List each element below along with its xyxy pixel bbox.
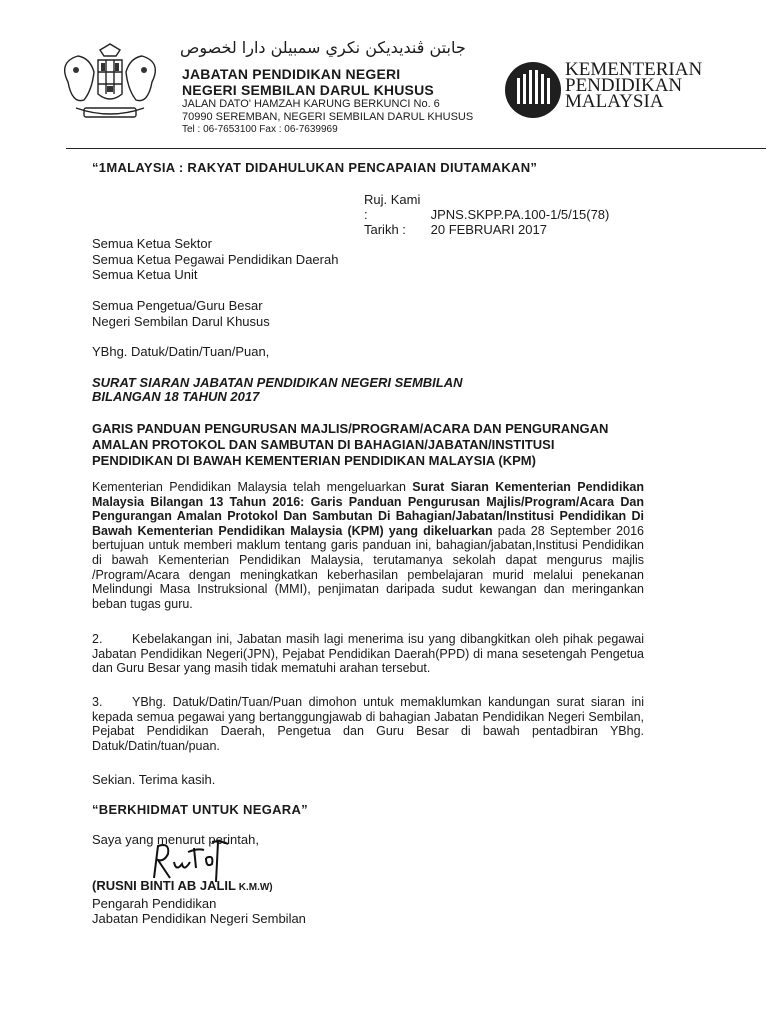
recipient-line: Semua Ketua Unit	[92, 267, 198, 282]
paragraph-1-lead: Kementerian Pendidikan Malaysia telah mengeluarkan	[92, 480, 413, 494]
recipient-line: Semua Pengetua/Guru Besar	[92, 298, 263, 313]
paragraph-1	[92, 480, 644, 611]
contact-line: Tel : 06-7653100 Fax : 06-7639969	[182, 124, 338, 135]
recipient-line: Semua Ketua Sektor	[92, 236, 212, 251]
subject-line2: AMALAN PROTOKOL DAN SAMBUTAN DI BAHAGIAN/JABATAN/INSTITUSI	[92, 437, 555, 452]
recipients-group2	[92, 298, 270, 329]
subject-line3: PENDIDIKAN DI BAWAH KEMENTERIAN PENDIDIKAN MALAYSIA (KPM)	[92, 453, 536, 468]
recipient-line: Negeri Sembilan Darul Khusus	[92, 313, 270, 329]
salutation: YBhg. Datuk/Datin/Tuan/Puan,	[92, 344, 270, 359]
yours-faithfully: Saya yang menurut perintah,	[92, 832, 259, 847]
circular-title	[92, 376, 463, 404]
reference-block	[364, 192, 609, 237]
kpm-line3: MALAYSIA	[565, 91, 664, 112]
subject-heading	[92, 421, 608, 469]
paragraph-3-text: YBhg. Datuk/Datin/Tuan/Puan dimohon untuk memaklumkan kandungan surat siaran ini kepada semua pegawai yang bertanggungjawab di bahagian Jabatan Pendidikan Negeri Sembilan, Pejabat Pendidikan Daerah, Pengetua dan Guru Besar di bawah pentadbiran YBhg. Datuk/Datin/tuan/puan.	[92, 695, 644, 753]
signatory-honorific: K.M.W)	[235, 882, 273, 893]
jawi-header-title: جابتن ڤنديديكن نكري سمبيلن دارا لخصوص	[180, 38, 466, 57]
address-line1: JALAN DATO' HAMZAH KARUNG BERKUNCI No. 6	[182, 98, 440, 110]
ruj-label: Ruj. Kami :	[364, 192, 421, 222]
kpm-wordmark	[565, 59, 703, 112]
subject-line1: GARIS PANDUAN PENGURUSAN MAJLIS/PROGRAM/ACARA DAN PENGURANGAN	[92, 421, 609, 436]
circular-title-line1: SURAT SIARAN JABATAN PENDIDIKAN NEGERI SEMBILAN	[92, 375, 463, 390]
recipient-line: Semua Ketua Pegawai Pendidikan Daerah	[92, 251, 339, 267]
paragraph-3-number: 3.	[92, 695, 103, 709]
department-name-line2: NEGERI SEMBILAN DARUL KHUSUS	[182, 82, 434, 98]
paragraph-3	[92, 695, 644, 753]
signatory-office: Jabatan Pendidikan Negeri Sembilan	[92, 911, 306, 926]
tarikh-label: Tarikh :	[364, 222, 406, 237]
motto: “BERKHIDMAT UNTUK NEGARA”	[92, 802, 308, 817]
ruj-value: JPNS.SKPP.PA.100-1/5/15(78)	[430, 207, 610, 222]
paragraph-1-bold: Surat Siaran Kementerian Pendidikan Malaysia Bilangan 13 Tahun 2016: Garis Panduan Pengurusan Majlis/Program/Acara Dan Pengurangan Amalan Protokol Dan Sambutan Di Bahagian/Jabatan/Institusi Pendidikan Di Bawah Kementerian Pendidikan Malaysia (KPM) yang dikeluarkan	[92, 480, 644, 538]
kpm-line1: KEMENTERIAN	[565, 59, 703, 80]
signatory-name: (RUSNI BINTI AB JALIL	[92, 878, 236, 893]
recipients-group1	[92, 236, 338, 283]
kpm-logo-emblem	[503, 60, 563, 120]
signatory-title: Pengarah Pendidikan	[92, 895, 217, 911]
header-divider	[66, 148, 766, 149]
circular-title-line2: BILANGAN 18 TAHUN 2017	[92, 389, 260, 404]
paragraph-2-text: Kebelakangan ini, Jabatan masih lagi menerima isu yang dibangkitkan oleh pihak pegawai Jabatan Pendidikan Negeri(JPN), Pejabat Pendidikan Daerah(PPD) di mana sesetengah Pengetua dan Guru Besar yang masih tidak mematuhi arahan tersebut.	[92, 632, 644, 676]
department-name-line1: JABATAN PENDIDIKAN NEGERI	[182, 66, 401, 82]
paragraph-2	[92, 632, 644, 676]
paragraph-2-number: 2.	[92, 632, 103, 646]
address-line2: 70990 SEREMBAN, NEGERI SEMBILAN DARUL KHUSUS	[182, 111, 474, 123]
signatory-block	[92, 878, 306, 927]
paragraph-1-rest: pada 28 September 2016 bertujuan untuk memberi maklum tentang garis panduan ini, bahagian/jabatan,Institusi Pendidikan di bawah Kementerian Pendidikan Malaysia, terutamanya sekolah dapat mengurus majlis /Program/Acara dengan meningkatkan keberhasilan pembelajaran murid melalui penekanan Melindungi Masa Instruksional (MMI), penjimatan daripada sudut kewangan dan meringankan beban tugas guru.	[92, 523, 644, 611]
kpm-line2: PENDIDIKAN	[565, 75, 683, 96]
tarikh-value: 20 FEBRUARI 2017	[430, 222, 547, 237]
closing-line: Sekian. Terima kasih.	[92, 772, 216, 787]
slogan: “1MALAYSIA : RAKYAT DIDAHULUKAN PENCAPAIAN DIUTAMAKAN”	[92, 160, 538, 175]
coat-of-arms-logo	[48, 42, 172, 132]
